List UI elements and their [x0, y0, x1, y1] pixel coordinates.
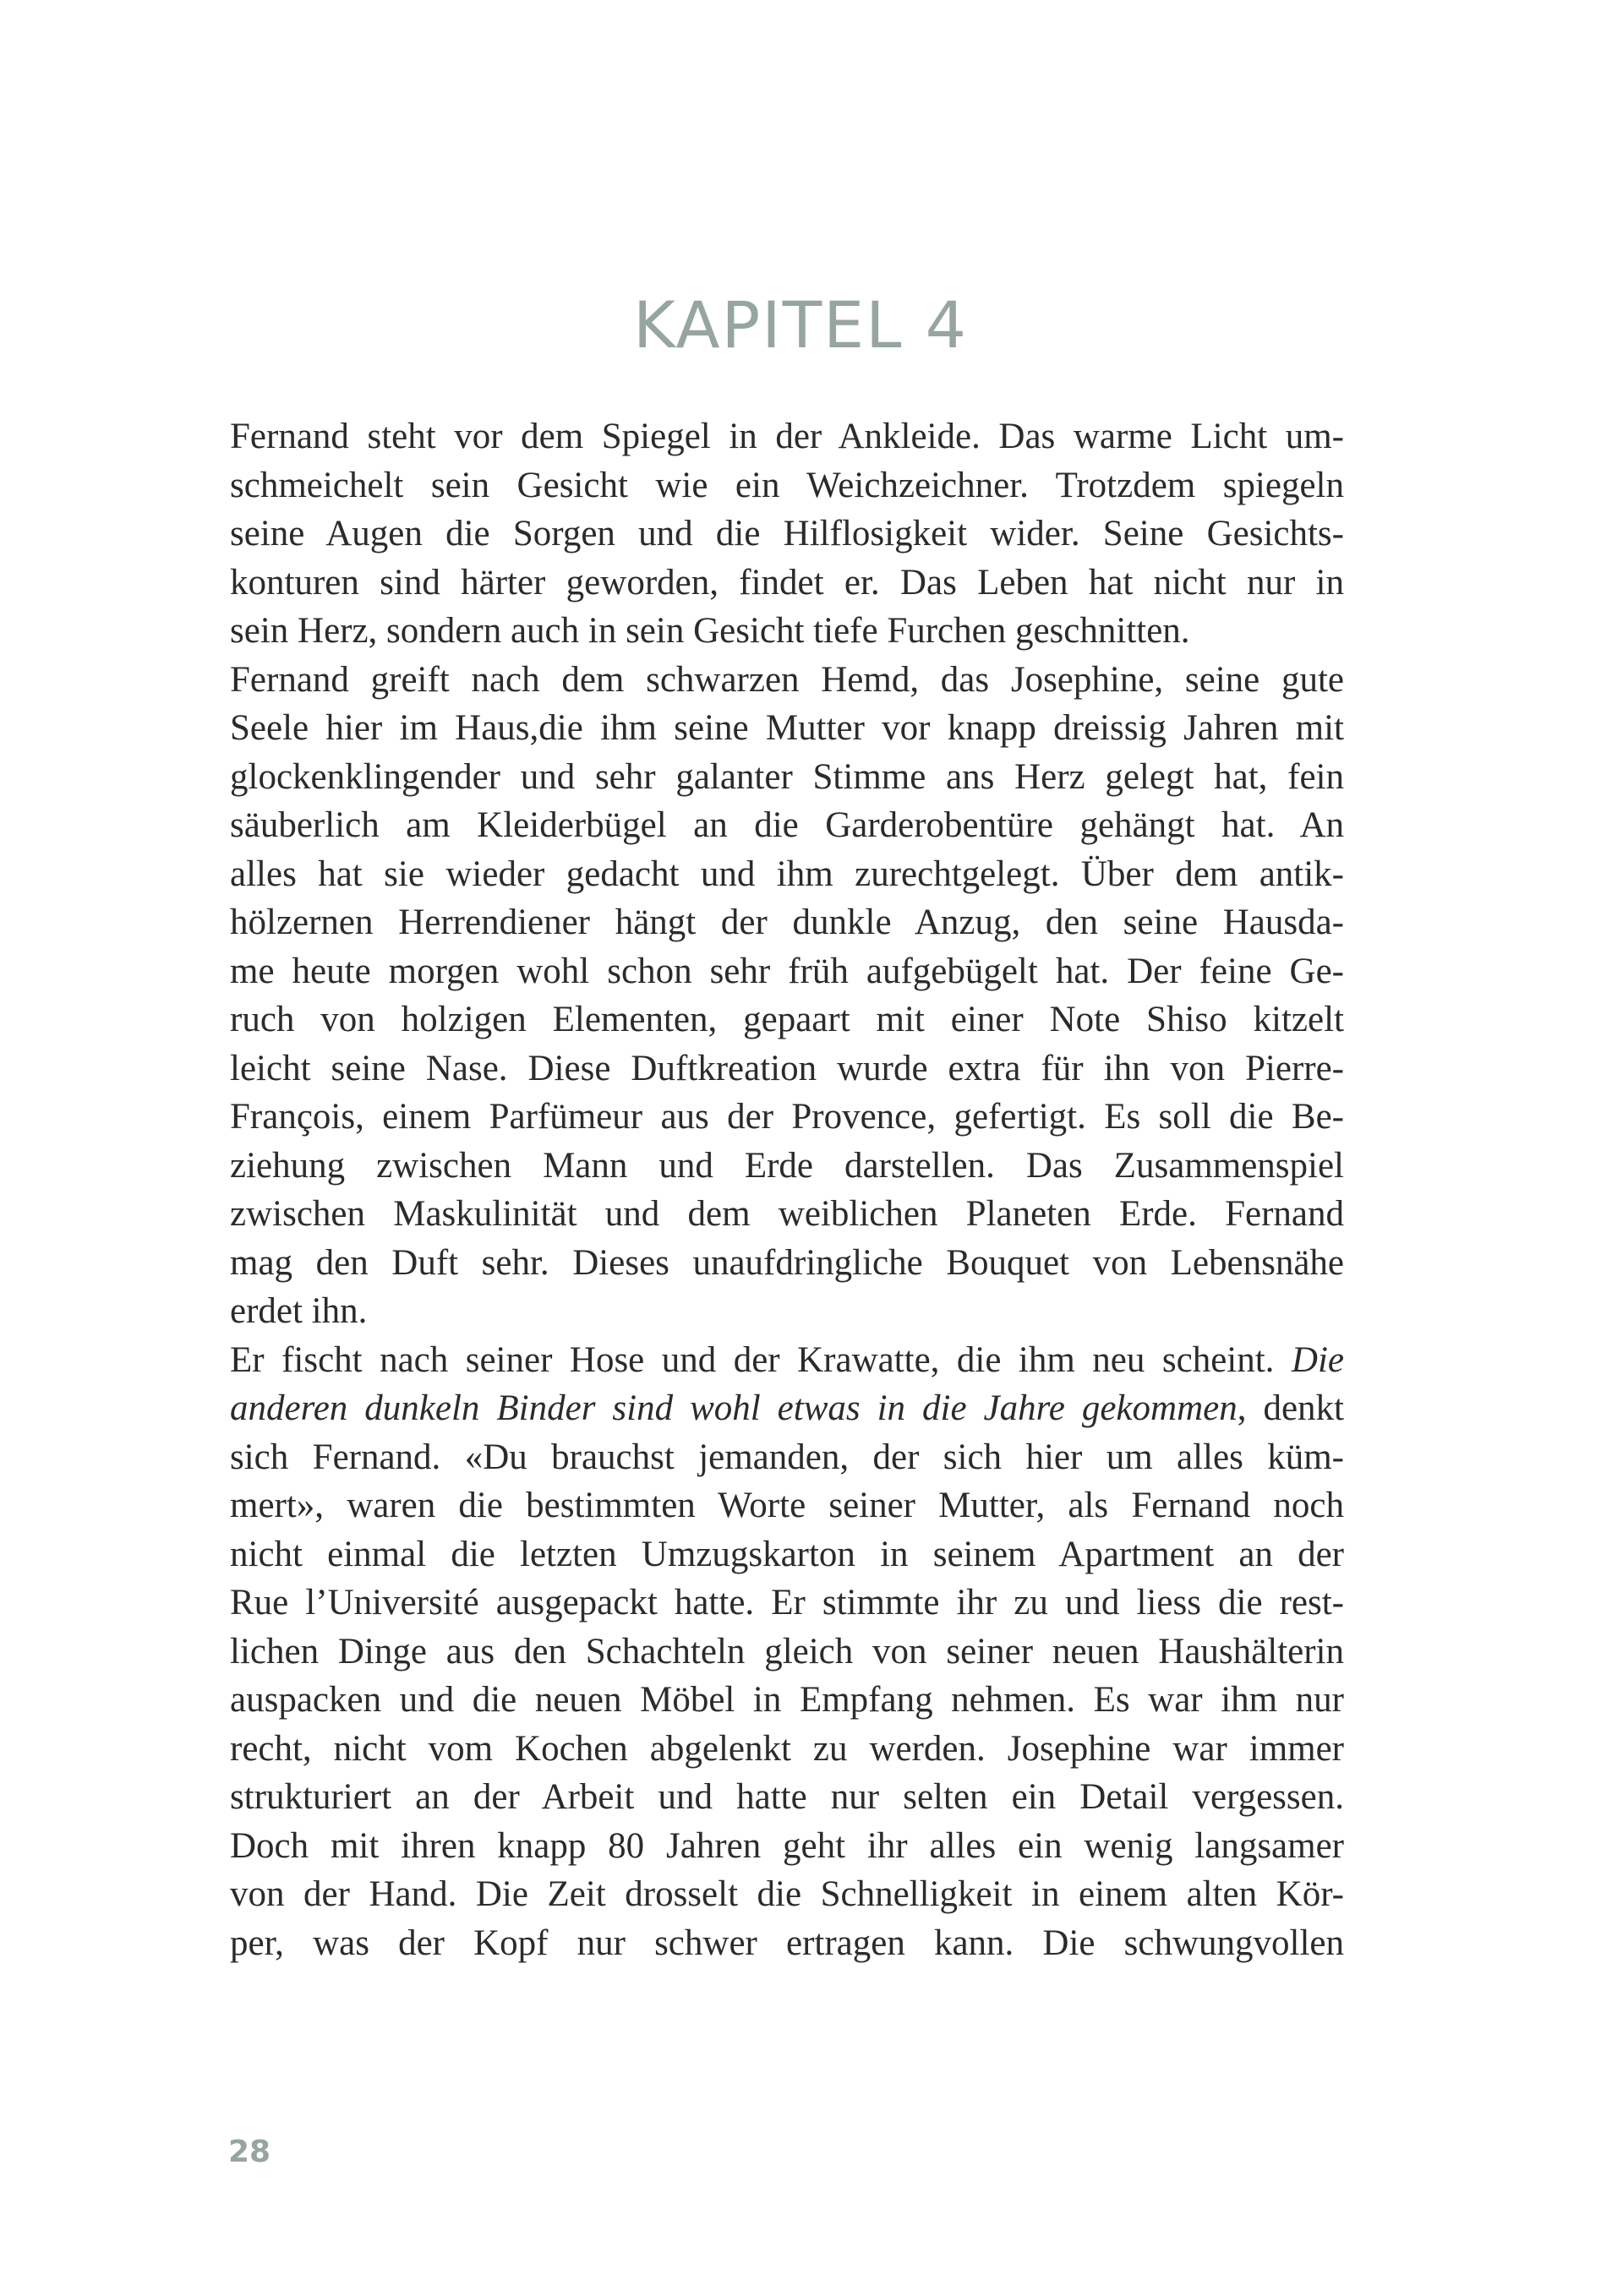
text-line: zwischen Maskulinität und dem weiblichen Planeten Erde. Fernand	[230, 1194, 1344, 1234]
text-line: Doch mit ihren knapp 80 Jahren geht ihr alles ein wenig langsamer	[230, 1825, 1344, 1866]
text-line-mixed	[230, 1336, 1344, 1385]
page-number: 28	[228, 2135, 271, 2169]
text-line: Rue l’Université ausgepackt hatte. Er stimmte ihr zu und liess die rest-	[230, 1583, 1344, 1622]
text-line: säuberlich am Kleiderbügel an die Garderobentüre gehängt hat. An	[230, 805, 1344, 845]
text-line: alles hat sie wieder gedacht und ihm zurechtgelegt. Über dem antik-	[230, 854, 1344, 894]
text-line: konturen sind härter geworden, findet er. Das Leben hat nicht nur in	[230, 562, 1344, 603]
text-line: schmeichelt sein Gesicht wie ein Weichzeichner. Trotzdem spiegeln	[230, 465, 1344, 505]
text-line-mixed	[230, 1384, 1344, 1433]
text-line: Fernand steht vor dem Spiegel in der Ankleide. Das warme Licht um-	[230, 417, 1344, 456]
text-line: Seele hier im Haus,die ihm seine Mutter vor knapp dreissig Jahren mit	[230, 708, 1344, 748]
text-line: François, einem Parfümeur aus der Provence, gefertigt. Es soll die Be-	[230, 1097, 1344, 1137]
text-line: sein Herz, sondern auch in sein Gesicht tiefe Furchen geschnitten.	[230, 611, 1190, 651]
text-line: strukturiert an der Arbeit und hatte nur selten ein Detail vergessen.	[230, 1777, 1344, 1817]
text-line: mag den Duft sehr. Dieses unaufdringliche Bouquet von Lebensnähe	[230, 1242, 1344, 1283]
text-segment: , denkt	[1237, 1388, 1344, 1428]
text-line: glockenklingender und sehr galanter Stimme ans Herz gelegt hat, fein	[230, 756, 1344, 797]
text-line: mert», waren die bestimmten Worte seiner Mutter, als Fernand noch	[230, 1486, 1344, 1525]
text-line: per, was der Kopf nur schwer ertragen kann. Die schwungvollen	[230, 1922, 1344, 1963]
text-line: leicht seine Nase. Diese Duftkreation wurde extra für ihn von Pierre-	[230, 1048, 1344, 1088]
chapter-title: KAPITEL 4	[632, 287, 969, 363]
chapter-body-text	[230, 412, 1344, 1967]
italic-text-segment: Die	[1291, 1339, 1344, 1380]
text-line: erdet ihn.	[230, 1291, 368, 1331]
text-line: nicht einmal die letzten Umzugskarton in seinem Apartment an der	[230, 1534, 1344, 1574]
text-line: recht, nicht vom Kochen abgelenkt zu werden. Josephine war immer	[230, 1728, 1344, 1769]
text-line: hölzernen Herrendiener hängt der dunkle Anzug, den seine Hausda-	[230, 903, 1344, 942]
text-line: me heute morgen wohl schon sehr früh aufgebügelt hat. Der feine Ge-	[230, 951, 1344, 991]
text-line: seine Augen die Sorgen und die Hilflosigkeit wider. Seine Gesichts-	[230, 514, 1344, 554]
text-line: Fernand greift nach dem schwarzen Hemd, das Josephine, seine gute	[230, 659, 1344, 700]
text-line: auspacken und die neuen Möbel in Empfang nehmen. Es war ihm nur	[230, 1680, 1344, 1720]
text-line: von der Hand. Die Zeit drosselt die Schnelligkeit in einem alten Kör-	[230, 1874, 1344, 1914]
text-line: ziehung zwischen Mann und Erde darstellen. Das Zusammenspiel	[230, 1145, 1344, 1186]
text-segment: Er fischt nach seiner Hose und der Krawatte, die ihm neu scheint.	[230, 1339, 1275, 1380]
text-line: sich Fernand. «Du brauchst jemanden, der sich hier um alles küm-	[230, 1437, 1344, 1477]
text-line: ruch von holzigen Elementen, gepaart mit einer Note Shiso kitzelt	[230, 1000, 1344, 1039]
text-line: lichen Dinge aus den Schachteln gleich von seiner neuen Haushälterin	[230, 1631, 1344, 1672]
italic-text-segment: anderen dunkeln Binder sind wohl etwas in die Jahre gekommen	[230, 1388, 1238, 1428]
